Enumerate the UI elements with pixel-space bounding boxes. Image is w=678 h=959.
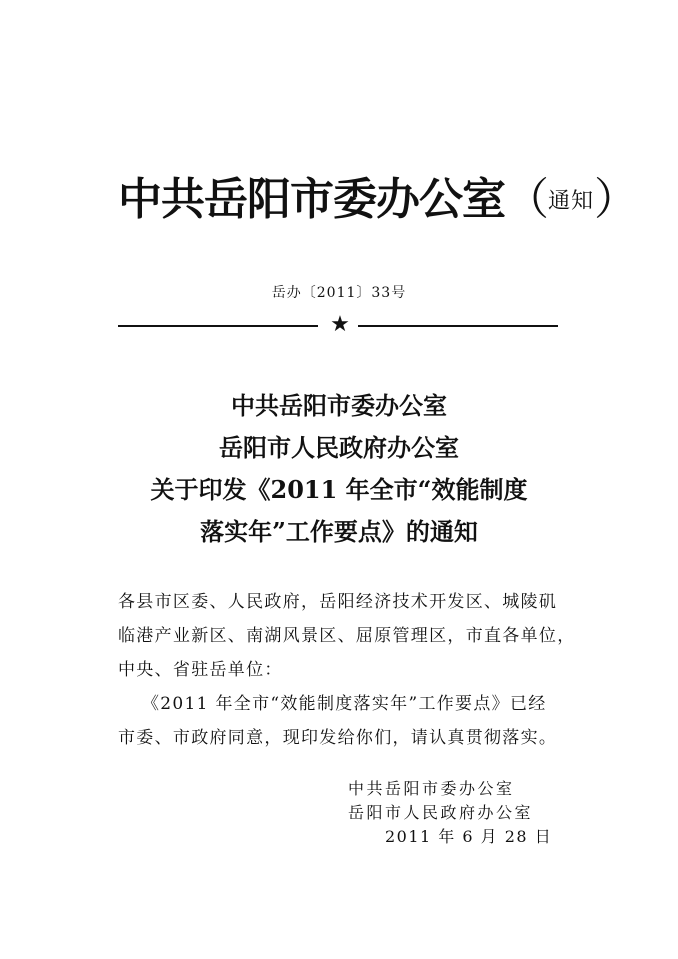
title-line-2: 岳阳市人民政府办公室 (219, 433, 459, 462)
header-type-label: 通知 (548, 189, 595, 214)
document-number: 岳办〔2011〕33号 (271, 285, 407, 301)
body-line-3: 中央、省驻岳单位： (118, 660, 283, 680)
body-line-5: 市委、市政府同意，现印发给你们，请认真贯彻落实。 (118, 728, 558, 748)
title-line-4: 落实年”工作要点》的通知 (200, 517, 478, 546)
signature-date: 2011 年 6 月 28 日 (385, 827, 553, 846)
body-line-2: 临港产业新区、南湖风景区、屈原管理区，市直各单位， (118, 626, 576, 646)
separator-line-left (118, 325, 318, 327)
header-paren-close: ） (594, 174, 638, 225)
separator-line-right (358, 325, 558, 327)
body-line-4: 《2011 年全市“效能制度落实年”工作要点》已经 (142, 694, 547, 714)
title-line-3: 关于印发《2011 年全市“效能制度 (150, 475, 528, 504)
signature-org-2: 岳阳市人民政府办公室 (348, 803, 534, 822)
header-org: 中共岳阳市委办公室 (118, 174, 505, 225)
title-line-1: 中共岳阳市委办公室 (231, 391, 447, 420)
document-header (118, 174, 638, 225)
signature-org-1: 中共岳阳市委办公室 (348, 779, 515, 798)
body-line-1: 各县市区委、人民政府，岳阳经济技术开发区、城陵矶 (118, 592, 558, 612)
header-paren-open: （ (505, 174, 548, 225)
star-icon: ★ (330, 312, 350, 337)
